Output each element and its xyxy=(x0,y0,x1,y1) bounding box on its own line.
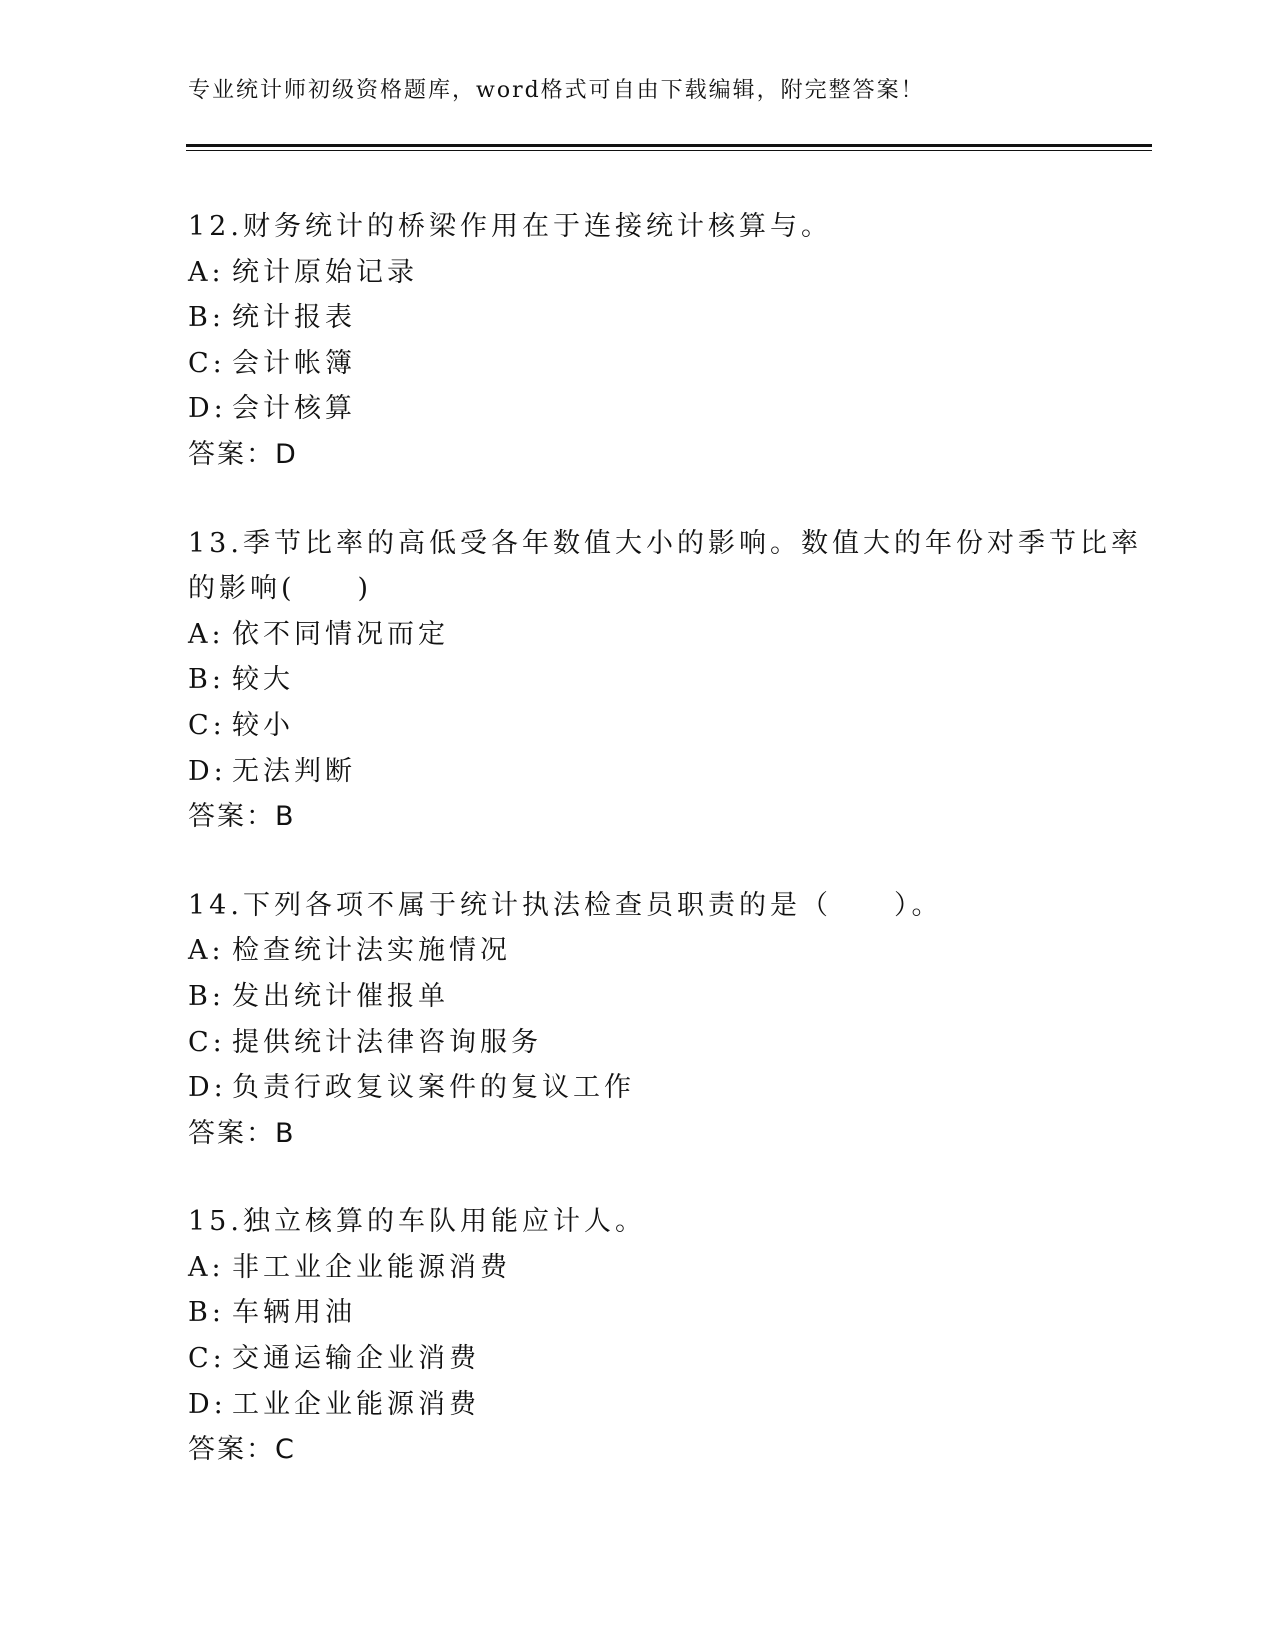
option-a xyxy=(188,250,1148,296)
option-text: 车辆用油 xyxy=(232,1297,356,1329)
option-letter: A: xyxy=(188,618,225,650)
option-text: 非工业企业能源消费 xyxy=(232,1251,511,1283)
option-c xyxy=(188,341,1148,387)
option-letter: C: xyxy=(188,347,226,379)
option-letter: C: xyxy=(188,709,226,741)
option-d xyxy=(188,1382,1148,1428)
option-text: 工业企业能源消费 xyxy=(232,1388,480,1420)
question-stem: 14.下列各项不属于统计执法检查员职责的是（ ）。 xyxy=(188,889,943,921)
option-text: 会计帐簿 xyxy=(232,347,356,379)
option-text: 较小 xyxy=(232,709,294,741)
option-letter: D: xyxy=(188,1388,227,1420)
option-text: 无法判断 xyxy=(232,755,356,787)
question-stem-continued: 的影响( ) xyxy=(188,573,373,605)
option-letter: D: xyxy=(188,1072,227,1104)
option-b xyxy=(188,295,1148,341)
option-text: 发出统计催报单 xyxy=(232,980,449,1012)
option-text: 统计报表 xyxy=(232,302,356,334)
page-header: 专业统计师初级资格题库，word格式可自由下载编辑，附完整答案！ xyxy=(188,78,925,103)
option-letter: C: xyxy=(188,1343,226,1375)
option-d xyxy=(188,386,1148,432)
answer-line: 答案：C xyxy=(188,1434,296,1466)
option-a xyxy=(188,1245,1148,1291)
option-d xyxy=(188,1065,1148,1111)
option-letter: B: xyxy=(188,1297,225,1329)
option-letter: D: xyxy=(188,755,227,787)
option-letter: B: xyxy=(188,664,225,696)
option-b xyxy=(188,974,1148,1020)
answer-line: 答案：B xyxy=(188,801,296,833)
question-14 xyxy=(188,883,1148,1157)
question-12 xyxy=(188,204,1148,478)
option-letter: A: xyxy=(188,935,225,967)
option-text: 负责行政复议案件的复议工作 xyxy=(232,1072,635,1104)
option-letter: D: xyxy=(188,393,227,425)
question-list xyxy=(188,204,1148,1516)
option-a xyxy=(188,928,1148,974)
option-a xyxy=(188,612,1148,658)
option-b xyxy=(188,657,1148,703)
header-divider-thin xyxy=(186,150,1152,151)
header-divider-thick xyxy=(186,144,1152,147)
option-c xyxy=(188,1336,1148,1382)
option-letter: A: xyxy=(188,256,225,288)
answer-line: 答案：D xyxy=(188,438,298,470)
option-letter: C: xyxy=(188,1026,226,1058)
option-b xyxy=(188,1290,1148,1336)
option-text: 检查统计法实施情况 xyxy=(232,935,511,967)
option-text: 统计原始记录 xyxy=(232,256,418,288)
question-13 xyxy=(188,521,1148,840)
option-text: 提供统计法律咨询服务 xyxy=(232,1026,542,1058)
option-c xyxy=(188,703,1148,749)
option-letter: B: xyxy=(188,980,225,1012)
answer-line: 答案：B xyxy=(188,1117,296,1149)
question-stem: 13.季节比率的高低受各年数值大小的影响。数值大的年份对季节比率 xyxy=(188,527,1142,559)
option-letter: A: xyxy=(188,1251,225,1283)
option-letter: B: xyxy=(188,302,225,334)
option-c xyxy=(188,1020,1148,1066)
option-text: 交通运输企业消费 xyxy=(232,1343,480,1375)
question-15 xyxy=(188,1199,1148,1473)
option-text: 依不同情况而定 xyxy=(232,618,449,650)
question-stem: 12.财务统计的桥梁作用在于连接统计核算与。 xyxy=(188,211,832,242)
option-text: 会计核算 xyxy=(232,393,356,425)
option-d xyxy=(188,749,1148,795)
question-stem: 15.独立核算的车队用能应计人。 xyxy=(188,1206,646,1238)
option-text: 较大 xyxy=(232,664,294,696)
